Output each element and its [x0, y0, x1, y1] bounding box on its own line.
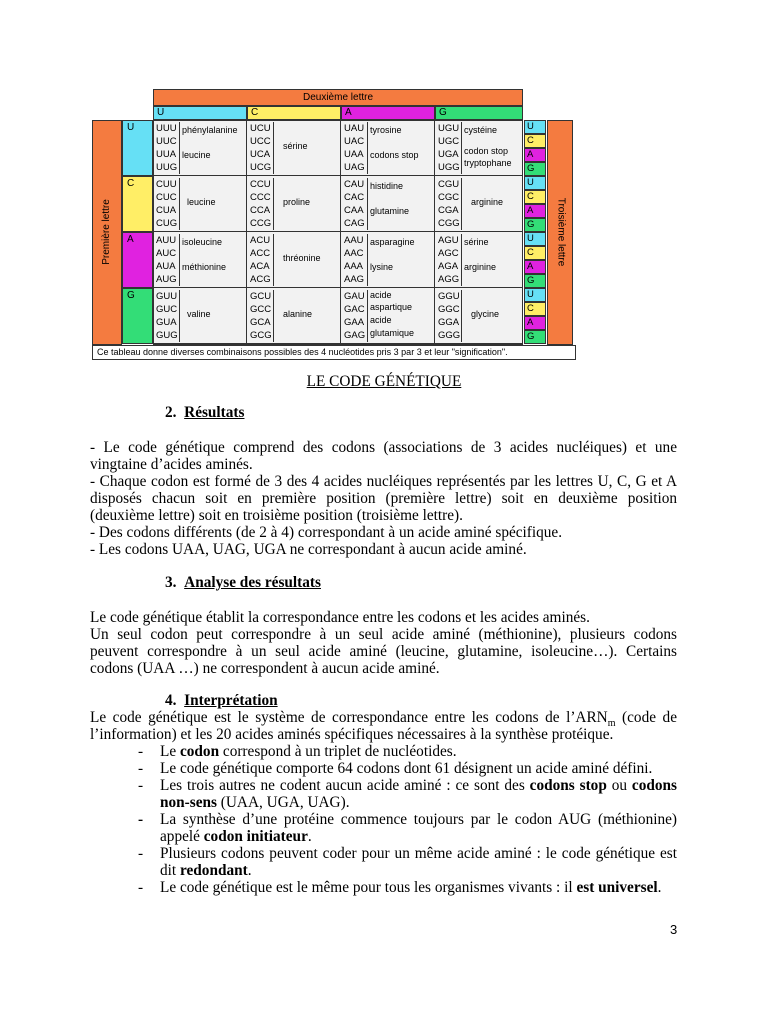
third-letter-u: U: [524, 120, 546, 134]
codon: GCA: [250, 317, 271, 328]
codon-list: [344, 178, 368, 230]
codon-cell: [341, 288, 435, 344]
section-number: 2.: [165, 404, 177, 421]
section-number: 4.: [165, 692, 177, 709]
codon: UAC: [344, 136, 365, 147]
amino-acid-label: aspartique: [370, 302, 413, 312]
section-title: Analyse des résultats: [184, 574, 321, 591]
third-letter-g: G: [524, 330, 546, 344]
codon: GUG: [156, 330, 178, 341]
results-line: vingtaine d’acides aminés.: [90, 456, 253, 473]
codon: UGA: [438, 149, 459, 160]
third-letter-u: U: [524, 288, 546, 302]
first-letter-c: C: [122, 176, 153, 232]
bullet-text: Les trois autres ne codent aucun acide aminé : ce sont des: [160, 777, 530, 794]
codon: GGC: [438, 304, 460, 315]
codon-list: [156, 122, 180, 174]
codon-cell: [341, 176, 435, 232]
section-2-heading: [165, 404, 244, 421]
codon-cell: [247, 176, 341, 232]
subscript: m: [607, 718, 616, 730]
codon: CUG: [156, 218, 178, 229]
codon: CCG: [250, 218, 272, 229]
codon: CUA: [156, 205, 177, 216]
amino-acid-label: leucine: [182, 150, 211, 160]
codon: CCU: [250, 179, 271, 190]
codon-cell: [247, 120, 341, 176]
codon: UUU: [156, 123, 177, 134]
amino-acid-label: isoleucine: [182, 237, 223, 247]
first-letter-label: Première lettre: [100, 199, 112, 265]
third-letter-c: C: [524, 134, 546, 148]
codon: UGG: [438, 162, 460, 173]
codon: ACC: [250, 248, 271, 259]
codon: UCU: [250, 123, 271, 134]
results-line: - Le code génétique comprend des codons (associations de 3 acides nucléiques) et une: [90, 439, 677, 456]
bullet-text: (UAA, UGA, UAG).: [216, 794, 350, 811]
second-letter-u: U: [153, 106, 247, 120]
section-3-heading: [165, 574, 321, 591]
codon: AGC: [438, 248, 459, 259]
codon: GGA: [438, 317, 460, 328]
amino-acid-label: alanine: [283, 309, 313, 319]
amino-acid-label: glutamique: [370, 328, 415, 338]
codon-list: [438, 234, 462, 286]
codon-list: [250, 290, 274, 342]
codon: CUU: [156, 179, 177, 190]
codon: UUC: [156, 136, 177, 147]
third-letter-u: U: [524, 176, 546, 190]
codon-cell: [435, 176, 523, 232]
codon: CGG: [438, 218, 460, 229]
third-letter-u: U: [524, 232, 546, 246]
results-line: - Des codons différents (de 2 à 4) correspondant à un acide aminé spécifique.: [90, 524, 563, 541]
codon: ACU: [250, 235, 271, 246]
bullet-bold: codons: [631, 777, 677, 794]
amino-acid-label: glycine: [471, 309, 500, 319]
codon: UAG: [344, 162, 365, 173]
codon: CCA: [250, 205, 271, 216]
bullet-dash: -: [138, 743, 144, 760]
bullet-text: ou: [606, 777, 632, 794]
codon-cell: [435, 288, 523, 344]
bullet-item-cont: [160, 794, 350, 811]
codon: AGU: [438, 235, 459, 246]
amino-acid-label: leucine: [187, 197, 216, 207]
codon-list: [344, 290, 368, 342]
codon: CAA: [344, 205, 364, 216]
codon: AUA: [156, 261, 176, 272]
codon: CGC: [438, 192, 460, 203]
third-letter-a: A: [524, 316, 546, 330]
codon-list: [344, 122, 368, 174]
codon: GGU: [438, 291, 460, 302]
codon: ACA: [250, 261, 270, 272]
codon: GAA: [344, 317, 365, 328]
amino-acid-label: asparagine: [370, 237, 415, 247]
first-letter-g: G: [122, 288, 153, 344]
amino-acid-label: cystéine: [464, 125, 498, 135]
amino-acid-label: tyrosine: [370, 125, 402, 135]
amino-acid-label: sérine: [464, 237, 489, 247]
codon-list: [250, 178, 274, 230]
codon: AAU: [344, 235, 364, 246]
amino-acid-label: glutamine: [370, 206, 410, 216]
amino-acid-label: codon stop: [464, 146, 509, 156]
codon: AAG: [344, 274, 365, 285]
bullet-dash: -: [138, 845, 144, 862]
codon: UUG: [156, 162, 178, 173]
third-letter-g: G: [524, 274, 546, 288]
section-4-heading: [165, 692, 278, 709]
codon-list: [156, 178, 180, 230]
bullet-text: .: [247, 862, 252, 879]
bullet-bold: codons stop: [529, 777, 607, 794]
bullet-text: .: [307, 828, 312, 845]
bullet-bold: codon initiateur: [203, 828, 308, 845]
bullet-item: [160, 777, 677, 794]
codon: AGA: [438, 261, 459, 272]
amino-acid-label: acide: [370, 290, 392, 300]
bullet-item: [160, 879, 661, 896]
codon: CAC: [344, 192, 365, 203]
codon: UUA: [156, 149, 177, 160]
section-title: Interprétation: [184, 692, 278, 709]
results-line: - Chaque codon est formé de 3 des 4 acides nucléiques représentés par les lettres U, C, G et A: [90, 473, 677, 490]
codon: UAA: [344, 149, 364, 160]
codon-cell: [435, 120, 523, 176]
codon-list: [156, 234, 180, 286]
amino-acid-label: proline: [283, 197, 311, 207]
codon: GAG: [344, 330, 366, 341]
amino-acid-label: arginine: [464, 262, 497, 272]
third-letter-c: C: [524, 302, 546, 316]
codon-cell: [341, 232, 435, 288]
page-number: 3: [670, 922, 678, 937]
bullet-bold: non-sens: [160, 794, 217, 811]
codon-list: [438, 122, 462, 174]
amino-acid-label: valine: [187, 309, 211, 319]
codon-list: [250, 234, 274, 286]
amino-acid-label: codons stop: [370, 150, 419, 160]
third-letter-c: C: [524, 190, 546, 204]
amino-acid-label: sérine: [283, 141, 308, 151]
interpretation-line: l’information) et les 20 acides aminés spécifiques nécessaires à la synthèse protéique.: [90, 726, 614, 743]
amino-acid-label: lysine: [370, 262, 394, 272]
codon: GCU: [250, 291, 272, 302]
second-letter-c: C: [247, 106, 341, 120]
codon-cell: [247, 288, 341, 344]
interpretation-text: (code de: [615, 709, 677, 726]
amino-acid-label: phénylalanine: [182, 125, 238, 135]
section-number: 3.: [165, 574, 177, 591]
codon: AUU: [156, 235, 177, 246]
codon-cell: [435, 232, 523, 288]
codon: UCA: [250, 149, 271, 160]
genetic-code-table: [92, 89, 576, 362]
third-letter-g: G: [524, 162, 546, 176]
codon: GUA: [156, 317, 177, 328]
third-letter-g: G: [524, 218, 546, 232]
codon: GAU: [344, 291, 365, 302]
third-letter-a: A: [524, 148, 546, 162]
bullet-item-cont: [160, 862, 252, 879]
codon: GUC: [156, 304, 178, 315]
second-letter-header: Deuxième lettre: [153, 89, 523, 106]
codon: GAC: [344, 304, 365, 315]
codon: AUG: [156, 274, 177, 285]
codon: GUU: [156, 291, 178, 302]
codon: CAU: [344, 179, 365, 190]
table-caption: Ce tableau donne diverses combinaisons possibles des 4 nucléotides pris 3 par 3 et leur "signification".: [92, 345, 576, 360]
analysis-line: Le code génétique établit la correspondance entre les codons et les acides aminés.: [90, 609, 590, 626]
codon-cell: [247, 232, 341, 288]
codon-list: [250, 122, 274, 174]
codon-list: [156, 290, 180, 342]
bullet-dash: -: [138, 811, 144, 828]
second-letter-a: A: [341, 106, 435, 120]
results-line: disposés chacun soit en première position (première lettre) soit en deuxième position: [90, 490, 677, 507]
bullet-dash: -: [138, 777, 144, 794]
codon: CUC: [156, 192, 177, 203]
third-letter-a: A: [524, 204, 546, 218]
bullet-item: Plusieurs codons peuvent coder pour un même acide aminé : le code génétique est: [160, 845, 677, 862]
amino-acid-label: histidine: [370, 181, 404, 191]
codon: UCG: [250, 162, 272, 173]
amino-acid-label: thréonine: [283, 253, 321, 263]
codon: CAG: [344, 218, 365, 229]
second-letter-g: G: [435, 106, 523, 120]
results-line: - Les codons UAA, UAG, UGA ne correspondant à aucun acide aminé.: [90, 541, 527, 558]
codon: UAU: [344, 123, 365, 134]
codon: CGA: [438, 205, 459, 216]
codon: GCG: [250, 330, 272, 341]
codon: ACG: [250, 274, 271, 285]
analysis-line: Un seul codon peut correspondre à un seul acide aminé (méthionine), plusieurs codons: [90, 626, 677, 643]
codon: AGG: [438, 274, 460, 285]
codon-cell: [153, 232, 247, 288]
bullet-text: appelé: [160, 828, 204, 845]
amino-acid-label: méthionine: [182, 262, 227, 272]
codon-cell: [153, 176, 247, 232]
bullet-dash: -: [138, 879, 144, 896]
codon: CCC: [250, 192, 271, 203]
codon: AAC: [344, 248, 364, 259]
codon: GGG: [438, 330, 461, 341]
bullet-item-cont: [160, 828, 312, 845]
page-title: LE CODE GÉNÉTIQUE: [306, 373, 462, 390]
third-letter-label: Troisième lettre: [555, 197, 567, 267]
third-letter-c: C: [524, 246, 546, 260]
analysis-line: codons (UAA …) ne correspondent à aucun acide aminé.: [90, 660, 440, 677]
bullet-text: .: [657, 879, 662, 896]
codon-cell: [153, 288, 247, 344]
codon: AAA: [344, 261, 364, 272]
third-letter-a: A: [524, 260, 546, 274]
bullet-bold: est universel: [576, 879, 658, 896]
bullet-item: [160, 743, 457, 760]
bullet-bold: codon: [179, 743, 220, 760]
section-title: Résultats: [184, 404, 245, 421]
codon-list: [438, 290, 462, 342]
amino-acid-label: acide: [370, 315, 392, 325]
first-letter-u: U: [122, 120, 153, 176]
codon: UGC: [438, 136, 460, 147]
bullet-item: Le code génétique comporte 64 codons dont 61 désignent un acide aminé défini.: [160, 760, 653, 777]
codon-list: [344, 234, 368, 286]
codon-cell: [153, 120, 247, 176]
bullet-text: Le code génétique est le même pour tous les organismes vivants : il: [160, 879, 577, 896]
bullet-dash: -: [138, 760, 144, 777]
bullet-text: dit: [160, 862, 180, 879]
codon: UCC: [250, 136, 271, 147]
first-letter-a: A: [122, 232, 153, 288]
analysis-line: peuvent correspondre à un seul acide aminé (leucine, glutamine, isoleucine…). Certains: [90, 643, 677, 660]
interpretation-text: Le code génétique est le système de correspondance entre les codons de l’ARN: [90, 709, 608, 726]
codon: UGU: [438, 123, 460, 134]
amino-acid-label: arginine: [471, 197, 504, 207]
bullet-text: Le: [160, 743, 180, 760]
codon: GCC: [250, 304, 272, 315]
codon-list: [438, 178, 462, 230]
codon: CGU: [438, 179, 460, 190]
results-line: (deuxième lettre) soit en troisième position (troisième lettre).: [90, 507, 463, 524]
codon: AUC: [156, 248, 177, 259]
bullet-item: La synthèse d’une protéine commence toujours par le codon AUG (méthionine): [160, 811, 677, 828]
bullet-bold: redondant: [179, 862, 248, 879]
bullet-text: correspond à un triplet de nucléotides.: [219, 743, 457, 760]
codon-cell: [341, 120, 435, 176]
amino-acid-label: tryptophane: [464, 158, 512, 168]
